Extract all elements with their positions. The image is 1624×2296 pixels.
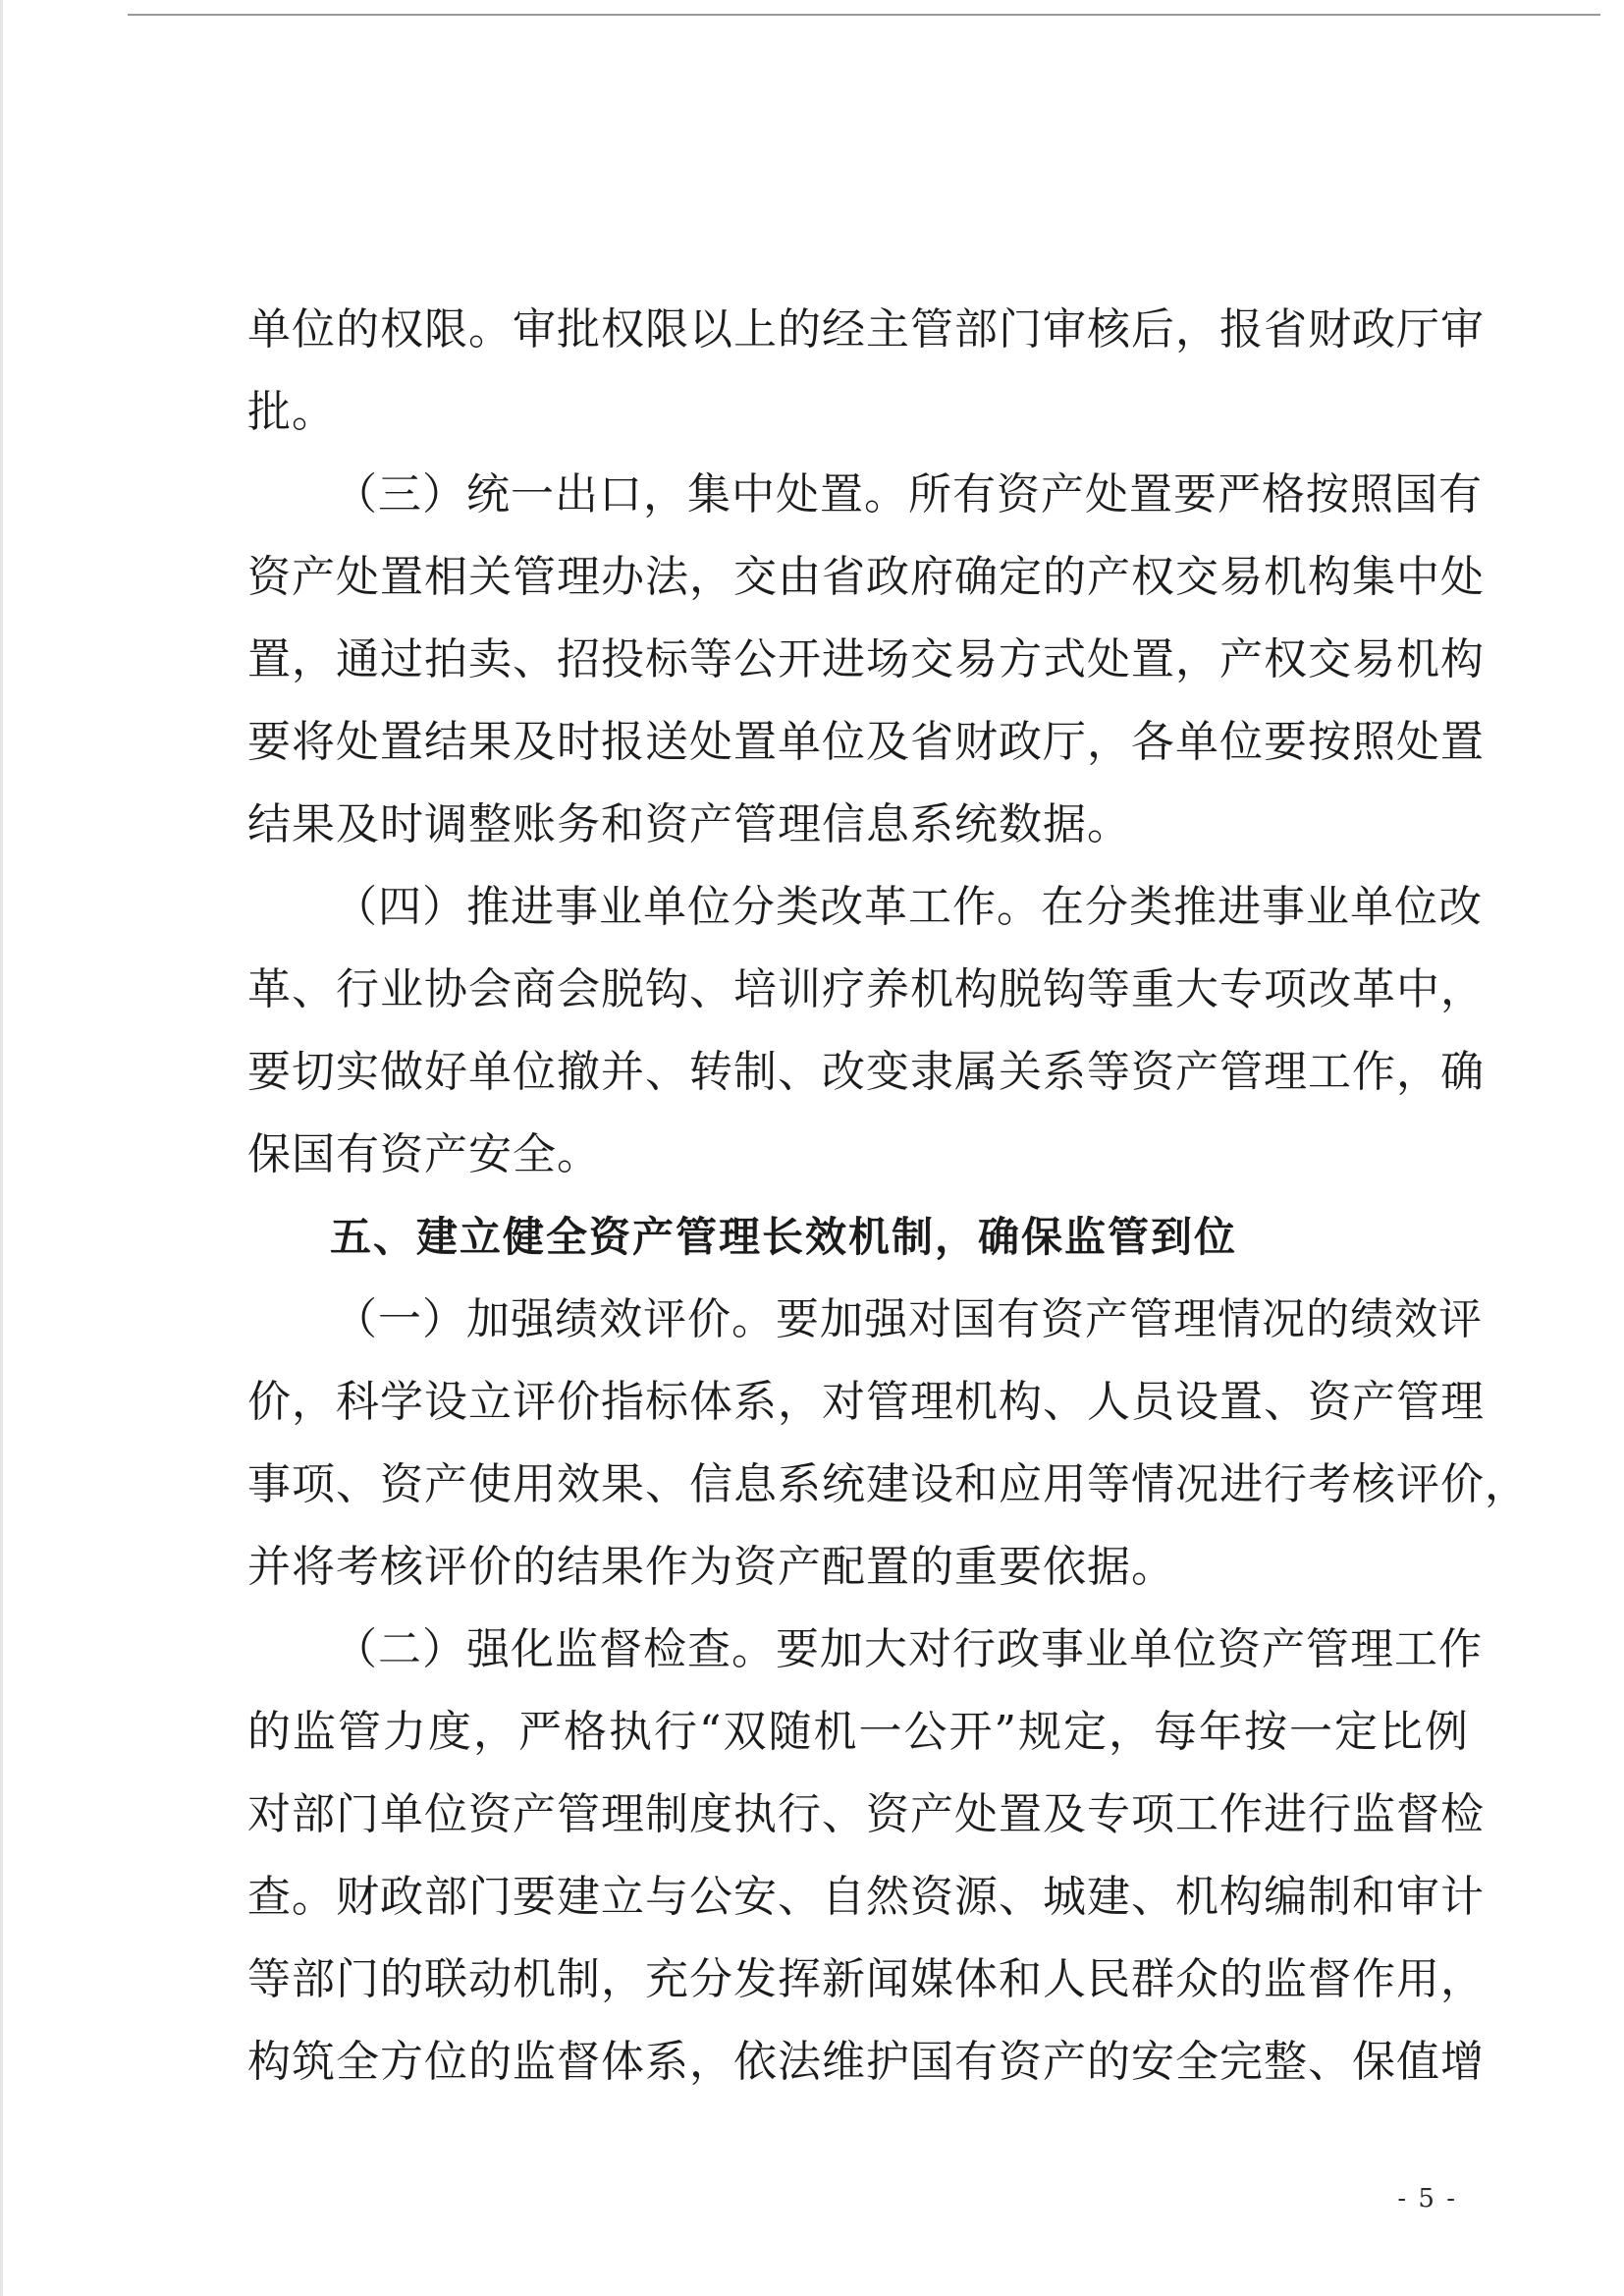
text-line: 并将考核评价的结果作为资产配置的重要依据。 bbox=[247, 1542, 1175, 1592]
paragraph-start: （四）推进事业单位分类改革工作。在分类推进事业单位改 bbox=[334, 882, 1483, 932]
paragraph-start: （二）强化监督检查。要加大对行政事业单位资产管理工作 bbox=[334, 1624, 1483, 1674]
paragraph-start: （三）统一出口，集中处置。所有资产处置要严格按照国有 bbox=[334, 469, 1483, 519]
text-line: 保国有资产安全。 bbox=[247, 1129, 601, 1179]
text-line: 价，科学设立评价指标体系，对管理机构、人员设置、资产管理 bbox=[247, 1377, 1485, 1427]
text-line: 革、行业协会商会脱钩、培训疗养机构脱钩等重大专项改革中， bbox=[247, 964, 1485, 1014]
section-heading: 五、建立健全资产管理长效机制，确保监管到位 bbox=[330, 1213, 1238, 1261]
text-line: 单位的权限。审批权限以上的经主管部门审核后，报省财政厅审 bbox=[247, 304, 1485, 355]
text-line: 等部门的联动机制，充分发挥新闻媒体和人民群众的监督作用， bbox=[247, 1954, 1485, 2004]
text-line: 查。财政部门要建立与公安、自然资源、城建、机构编制和审计 bbox=[247, 1872, 1485, 1922]
paragraph-start: （一）加强绩效评价。要加强对国有资产管理情况的绩效评 bbox=[334, 1294, 1483, 1344]
text-line: 结果及时调整账务和资产管理信息系统数据。 bbox=[247, 799, 1131, 849]
text-line: 批。 bbox=[247, 387, 336, 437]
text-line: 对部门单位资产管理制度执行、资产处置及专项工作进行监督检 bbox=[247, 1789, 1485, 1839]
text-line: 的监管力度，严格执行“双随机一公开”规定，每年按一定比例 bbox=[247, 1707, 1469, 1757]
text-line: 要将处置结果及时报送处置单位及省财政厅，各单位要按照处置 bbox=[247, 717, 1485, 767]
page-number: - 5 - bbox=[1397, 2184, 1457, 2214]
text-line: 要切实做好单位撤并、转制、改变隶属关系等资产管理工作，确 bbox=[247, 1047, 1485, 1097]
scan-edge-left bbox=[0, 0, 3, 2296]
text-line: 置，通过拍卖、招投标等公开进场交易方式处置，产权交易机构 bbox=[247, 634, 1485, 684]
text-line: 构筑全方位的监督体系，依法维护国有资产的安全完整、保值增 bbox=[247, 2037, 1485, 2087]
document-body bbox=[247, 289, 1529, 2104]
text-line: 资产处置相关管理办法，交由省政府确定的产权交易机构集中处 bbox=[247, 552, 1485, 602]
scan-edge-top bbox=[128, 14, 1600, 16]
text-line: 事项、资产使用效果、信息系统建设和应用等情况进行考核评价， bbox=[247, 1459, 1529, 1509]
